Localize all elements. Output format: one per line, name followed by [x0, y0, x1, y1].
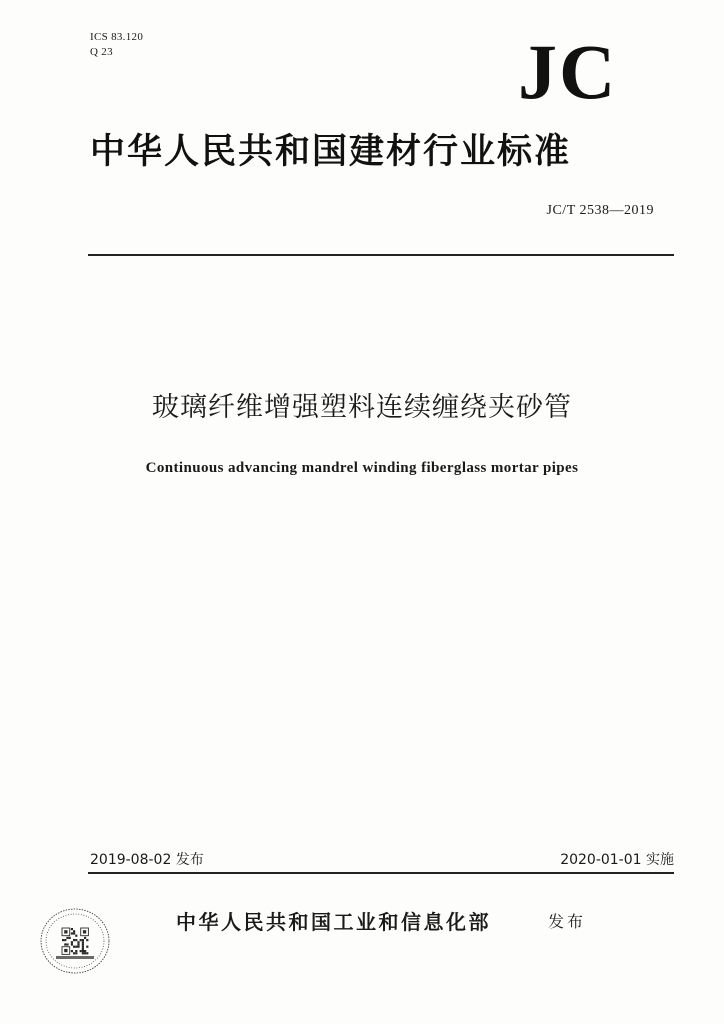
top-divider — [88, 254, 674, 256]
ccs-code: Q 23 — [90, 46, 113, 58]
title-english: Continuous advancing mandrel winding fiberglass mortar pipes — [145, 460, 579, 476]
standard-type-heading: 中华人民共和国建材行业标准 — [90, 131, 572, 172]
issuing-authority: 中华人民共和国工业和信息化部 — [176, 910, 491, 934]
jc-logo: JC — [518, 28, 618, 115]
ics-code: ICS 83.120 — [90, 31, 144, 43]
implementation-date: 2020-01-01 实施 — [560, 852, 674, 868]
standard-number: JC/T 2538—2019 — [546, 203, 654, 218]
issue-date: 2019-08-02 发布 — [90, 852, 204, 868]
title-chinese: 玻璃纤维增强塑料连续缠绕夹砂管 — [152, 392, 572, 423]
bottom-divider — [88, 872, 674, 874]
classification-codes — [90, 30, 143, 60]
qr-code-seal-icon — [38, 906, 112, 976]
issue-label: 发布 — [548, 912, 587, 931]
